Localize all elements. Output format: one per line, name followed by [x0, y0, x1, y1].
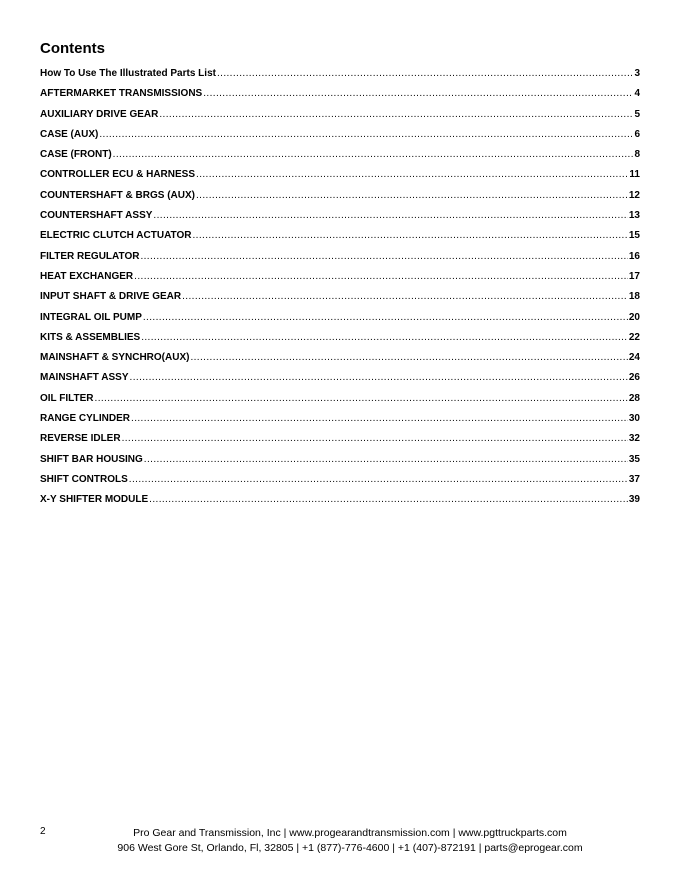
toc-entry[interactable]: [40, 68, 640, 88]
toc-entry[interactable]: [40, 312, 640, 332]
toc-leader-dots: [113, 149, 634, 160]
toc-entry-page: 12: [628, 189, 640, 201]
toc-leader-dots: [134, 271, 628, 282]
toc-entry-title: INTEGRAL OIL PUMP: [40, 311, 142, 323]
toc-entry[interactable]: [40, 129, 640, 149]
toc-leader-dots: [190, 352, 627, 363]
toc-entry-title: SHIFT CONTROLS: [40, 473, 128, 485]
toc-entry[interactable]: [40, 474, 640, 494]
toc-entry-page: 20: [628, 311, 640, 323]
toc-entry-title: MAINSHAFT & SYNCHRO(AUX): [40, 352, 190, 364]
toc-entry[interactable]: [40, 149, 640, 169]
toc-entry-title: COUNTERSHAFT ASSY: [40, 210, 153, 222]
toc-entry[interactable]: [40, 393, 640, 413]
toc-entry[interactable]: [40, 190, 640, 210]
toc-leader-dots: [196, 169, 628, 180]
toc-leader-dots: [95, 393, 628, 404]
toc-entry[interactable]: [40, 372, 640, 392]
toc-entry-page: 32: [628, 433, 640, 445]
table-of-contents: [40, 68, 640, 515]
toc-entry-title: How To Use The Illustrated Parts List: [40, 68, 216, 79]
toc-leader-dots: [217, 68, 633, 79]
toc-leader-dots: [203, 88, 633, 99]
toc-entry-title: REVERSE IDLER: [40, 433, 121, 445]
toc-entry-title: COUNTERSHAFT & BRGS (AUX): [40, 189, 195, 201]
toc-leader-dots: [122, 433, 628, 444]
toc-entry-page: 17: [628, 270, 640, 282]
toc-entry-title: INPUT SHAFT & DRIVE GEAR: [40, 291, 182, 303]
toc-entry-page: 11: [629, 169, 640, 181]
toc-entry-title: RANGE CYLINDER: [40, 413, 131, 425]
toc-entry-title: OIL FILTER: [40, 392, 94, 404]
toc-leader-dots: [99, 129, 633, 140]
toc-entry[interactable]: [40, 210, 640, 230]
toc-entry-title: KITS & ASSEMBLIES: [40, 331, 141, 343]
toc-entry-title: CASE (AUX): [40, 128, 99, 140]
toc-entry[interactable]: [40, 109, 640, 129]
toc-entry-page: 8: [634, 149, 640, 161]
toc-entry[interactable]: [40, 291, 640, 311]
toc-entry-title: CASE (FRONT): [40, 149, 112, 161]
toc-entry[interactable]: [40, 88, 640, 108]
toc-entry-title: AUXILIARY DRIVE GEAR: [40, 108, 159, 120]
toc-entry-title: CONTROLLER ECU & HARNESS: [40, 169, 196, 181]
toc-entry-page: 30: [628, 413, 640, 425]
toc-entry[interactable]: [40, 433, 640, 453]
toc-entry-title: MAINSHAFT ASSY: [40, 372, 129, 384]
toc-entry-title: ELECTRIC CLUTCH ACTUATOR: [40, 230, 192, 242]
page-footer: [60, 826, 640, 856]
toc-leader-dots: [196, 190, 628, 201]
toc-entry-page: 16: [628, 250, 640, 262]
toc-entry[interactable]: [40, 494, 640, 514]
toc-entry-page: 3: [634, 68, 640, 79]
toc-leader-dots: [153, 210, 627, 221]
footer-company-line: Pro Gear and Transmission, Inc | www.progearandtransmission.com | www.pgttruckparts.com: [133, 827, 567, 839]
toc-entry[interactable]: [40, 169, 640, 189]
toc-entry[interactable]: [40, 332, 640, 352]
toc-leader-dots: [141, 332, 628, 343]
toc-leader-dots: [144, 454, 628, 465]
toc-leader-dots: [182, 291, 628, 302]
toc-leader-dots: [129, 474, 628, 485]
toc-entry-page: 28: [628, 392, 640, 404]
toc-leader-dots: [143, 312, 628, 323]
toc-entry[interactable]: [40, 413, 640, 433]
toc-entry-page: 24: [628, 352, 640, 364]
toc-entry-page: 26: [628, 372, 640, 384]
toc-entry[interactable]: [40, 454, 640, 474]
toc-leader-dots: [159, 109, 633, 120]
toc-entry[interactable]: [40, 230, 640, 250]
toc-leader-dots: [192, 230, 627, 241]
toc-entry-page: 35: [628, 453, 640, 465]
toc-entry-title: FILTER REGULATOR: [40, 250, 140, 262]
toc-leader-dots: [149, 494, 628, 505]
toc-entry-title: SHIFT BAR HOUSING: [40, 453, 143, 465]
toc-entry-page: 37: [628, 473, 640, 485]
toc-leader-dots: [130, 372, 628, 383]
toc-entry-title: AFTERMARKET TRANSMISSIONS: [40, 88, 203, 100]
toc-leader-dots: [140, 251, 627, 262]
toc-entry-title: X-Y SHIFTER MODULE: [40, 494, 149, 506]
toc-entry[interactable]: [40, 271, 640, 291]
toc-entry[interactable]: [40, 352, 640, 372]
toc-entry-page: 4: [634, 88, 640, 100]
toc-entry-page: 39: [628, 494, 640, 506]
toc-entry-page: 22: [628, 331, 640, 343]
toc-entry-page: 18: [628, 291, 640, 303]
toc-entry-page: 13: [628, 210, 640, 222]
page-number: 2: [40, 826, 46, 837]
toc-entry-page: 6: [634, 128, 640, 140]
toc-entry[interactable]: [40, 251, 640, 271]
footer-address-line: 906 West Gore St, Orlando, Fl, 32805 | +1 (877)-776-4600 | +1 (407)-872191 | parts@eprogear.com: [117, 842, 583, 854]
toc-entry-page: 15: [628, 230, 640, 242]
page-title: Contents: [40, 40, 105, 57]
toc-entry-title: HEAT EXCHANGER: [40, 270, 134, 282]
toc-leader-dots: [131, 413, 628, 424]
toc-entry-page: 5: [634, 108, 640, 120]
